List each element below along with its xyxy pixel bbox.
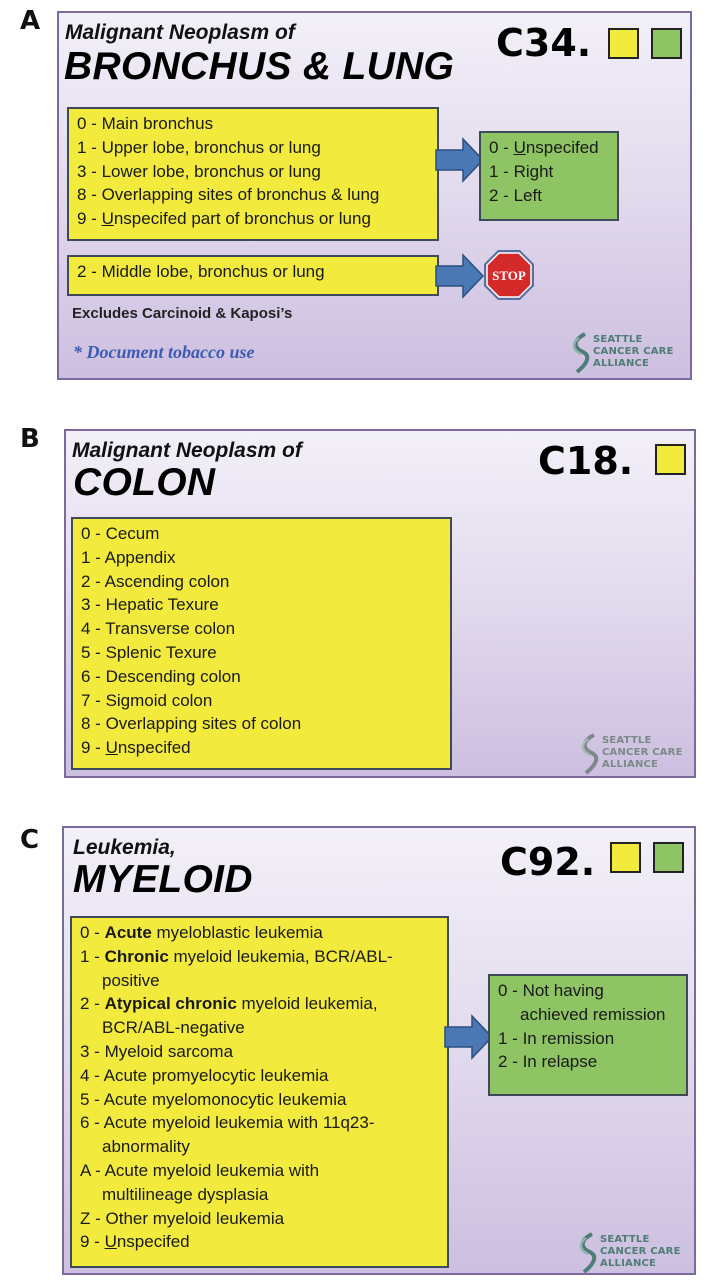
card-title: BRONCHUS & LUNG xyxy=(64,45,455,88)
logo-line-2: CANCER CARE xyxy=(602,747,683,758)
site-list xyxy=(71,517,452,770)
seattle-cancer-care-alliance-logo xyxy=(576,1232,696,1276)
logo-line-2: CANCER CARE xyxy=(600,1246,681,1257)
list-item: 6 - Descending colon xyxy=(81,666,241,686)
yellow-digit-box xyxy=(655,444,686,475)
tobacco-note: * Document tobacco use xyxy=(73,342,255,362)
card-subtitle: Malignant Neoplasm of xyxy=(72,439,302,462)
panel-letter-c: C xyxy=(20,825,40,855)
arrow-right-icon xyxy=(435,253,485,299)
list-item: 0 - Unspecifed xyxy=(489,138,599,157)
logo-line-2: CANCER CARE xyxy=(593,346,674,357)
list-item: 3 - Myeloid sarcoma xyxy=(80,1041,234,1061)
arrow-right-icon xyxy=(435,137,485,183)
list-item: 9 - Unspecifed xyxy=(80,1232,190,1252)
stop-sign-icon xyxy=(483,249,535,301)
yellow-digit-box xyxy=(608,28,639,59)
underlined-letter: U xyxy=(513,138,526,157)
list-item: 2 - Atypical chronic myeloid leukemia, xyxy=(80,994,378,1014)
green-digit-box xyxy=(651,28,682,59)
list-item: multilineage dysplasia xyxy=(102,1184,269,1204)
list-item: 1 - Chronic myeloid leukemia, BCR/ABL- xyxy=(80,946,393,966)
emphasis-term: Atypical chronic xyxy=(104,994,237,1014)
list-item: positive xyxy=(102,970,160,990)
list-item: 7 - Sigmoid colon xyxy=(81,690,213,710)
panel-letter-b: B xyxy=(20,424,40,454)
logo-line-1: SEATTLE xyxy=(593,334,643,345)
middle-lobe-box xyxy=(67,255,439,296)
logo-line-3: ALLIANCE xyxy=(600,1258,657,1269)
underlined-letter: U xyxy=(101,209,114,229)
list-item: 0 - Not having xyxy=(498,981,604,1000)
laterality-list xyxy=(479,131,619,221)
list-item: 1 - Upper lobe, bronchus or lung xyxy=(77,137,321,157)
list-item: 0 - Main bronchus xyxy=(77,114,214,133)
icd-code: C92. xyxy=(500,840,596,884)
list-item: 0 - Cecum xyxy=(81,524,160,543)
list-item: abnormality xyxy=(102,1137,190,1157)
card-subtitle: Leukemia, xyxy=(73,836,176,859)
panel-letter-a: A xyxy=(20,6,41,36)
card-title: MYELOID xyxy=(73,858,253,901)
underlined-letter: U xyxy=(104,1232,117,1252)
card-title: COLON xyxy=(73,461,216,504)
emphasis-term: Chronic xyxy=(104,946,169,966)
icd-code: C18. xyxy=(538,439,634,483)
green-digit-box xyxy=(653,842,684,873)
site-list xyxy=(67,107,439,241)
list-item: 9 - Unspecifed xyxy=(81,738,191,758)
list-item: 5 - Acute myelomonocytic leukemia xyxy=(80,1089,347,1109)
card-myeloid-leukemia xyxy=(62,826,696,1275)
list-item: 3 - Hepatic Texure xyxy=(81,595,219,615)
list-item: 2 - In relapse xyxy=(498,1052,598,1072)
yellow-digit-box xyxy=(610,842,641,873)
scca-logo-icon xyxy=(578,733,602,775)
seattle-cancer-care-alliance-logo xyxy=(578,733,698,777)
emphasis-term: Acute xyxy=(104,923,152,942)
list-item: Z - Other myeloid leukemia xyxy=(80,1208,285,1228)
seattle-cancer-care-alliance-logo xyxy=(569,332,689,376)
list-item: 4 - Acute promyelocytic leukemia xyxy=(80,1065,329,1085)
list-item: 2 - Left xyxy=(489,185,542,205)
stop-sign-label: STOP xyxy=(492,268,526,283)
list-item: 9 - Unspecifed part of bronchus or lung xyxy=(77,209,371,229)
card-subtitle: Malignant Neoplasm of xyxy=(65,21,295,44)
list-item: 1 - Appendix xyxy=(81,547,176,567)
logo-line-1: SEATTLE xyxy=(600,1234,650,1245)
list-item: A - Acute myeloid leukemia with xyxy=(80,1160,320,1180)
logo-line-3: ALLIANCE xyxy=(602,759,659,770)
list-item: 0 - Acute myeloblastic leukemia xyxy=(80,923,323,942)
list-item: 2 - Ascending colon xyxy=(81,571,230,591)
list-item: 5 - Splenic Texure xyxy=(81,642,217,662)
list-item: 6 - Acute myeloid leukemia with 11q23- xyxy=(80,1113,375,1133)
logo-line-3: ALLIANCE xyxy=(593,358,650,369)
list-item: BCR/ABL-negative xyxy=(102,1018,245,1038)
list-item: 2 - Middle lobe, bronchus or lung xyxy=(77,262,325,281)
list-item: 1 - Right xyxy=(489,161,554,181)
list-item: 3 - Lower lobe, bronchus or lung xyxy=(77,161,321,181)
list-item: 4 - Transverse colon xyxy=(81,619,236,639)
subtype-list xyxy=(70,916,449,1268)
excludes-note: Excludes Carcinoid & Kaposi’s xyxy=(72,305,293,322)
scca-logo-icon xyxy=(569,332,593,374)
list-item: 8 - Overlapping sites of bronchus & lung xyxy=(77,185,380,205)
list-item: 1 - In remission xyxy=(498,1028,615,1048)
underlined-letter: U xyxy=(105,738,118,758)
card-colon xyxy=(64,429,696,778)
list-item: 8 - Overlapping sites of colon xyxy=(81,714,302,734)
list-item: achieved remission xyxy=(520,1004,666,1024)
logo-line-1: SEATTLE xyxy=(602,735,652,746)
scca-logo-icon xyxy=(576,1232,600,1274)
icd-code: C34. xyxy=(496,21,592,65)
card-bronchus-lung xyxy=(57,11,692,380)
arrow-right-icon xyxy=(444,1014,494,1060)
remission-status-list xyxy=(488,974,688,1096)
